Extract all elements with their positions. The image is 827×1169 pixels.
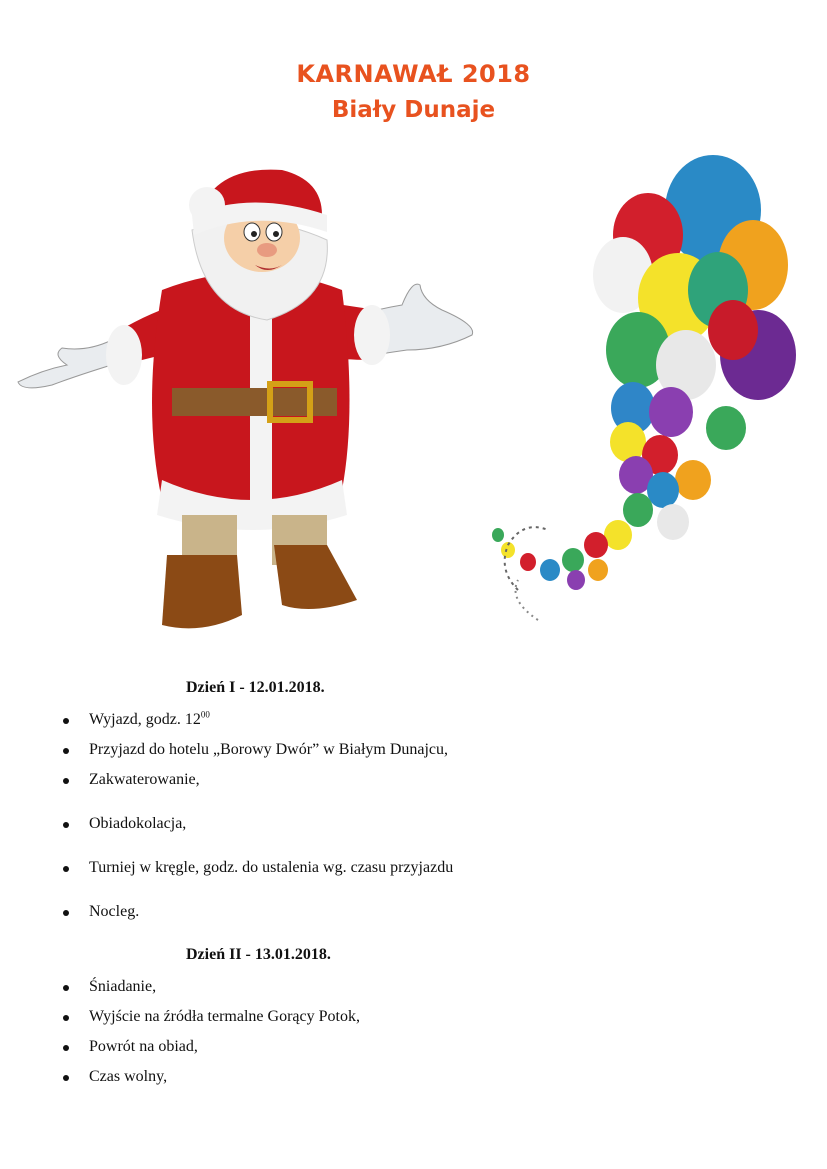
list-item-text: Zakwaterowanie, [89,771,200,788]
bullet-icon [63,985,69,991]
list-item-text: Czas wolny, [89,1068,168,1085]
bullet-icon [63,910,69,916]
list-item-text: Powrót na obiad, [89,1038,198,1055]
list-item-text: Przyjazd do hotelu „Borowy Dwór” w Białym Dunajcu, [89,741,449,758]
bullet-icon [63,778,69,784]
balloons-illustration [478,150,798,640]
bullet-icon [63,1075,69,1081]
document-subtitle: Biały Dunaje [331,97,496,123]
time-superscript: 00 [200,709,210,720]
list-item-text: Nocleg. [89,903,140,920]
list-item-text: Wyjście na źródła termalne Gorący Potok, [89,1008,360,1025]
bullet-icon [63,1045,69,1051]
day1-heading: Dzień I - 12.01.2018. [186,679,325,696]
bullet-icon [63,748,69,754]
bullet-icon [63,866,69,872]
day2-heading: Dzień II - 13.01.2018. [186,946,331,963]
bullet-icon [63,718,69,724]
santa-illustration [12,160,482,640]
list-item-text: Wyjazd, godz. 12 [89,711,201,728]
document-title: KARNAWAŁ 2018 [296,60,531,88]
list-item-text: Obiadokolacja, [89,815,187,832]
list-item-text: Turniej w kręgle, godz. do ustalenia wg. czasu przyjazdu [89,859,454,876]
list-item-text: Śniadanie, [89,978,157,995]
bullet-icon [63,1015,69,1021]
bullet-icon [63,822,69,828]
